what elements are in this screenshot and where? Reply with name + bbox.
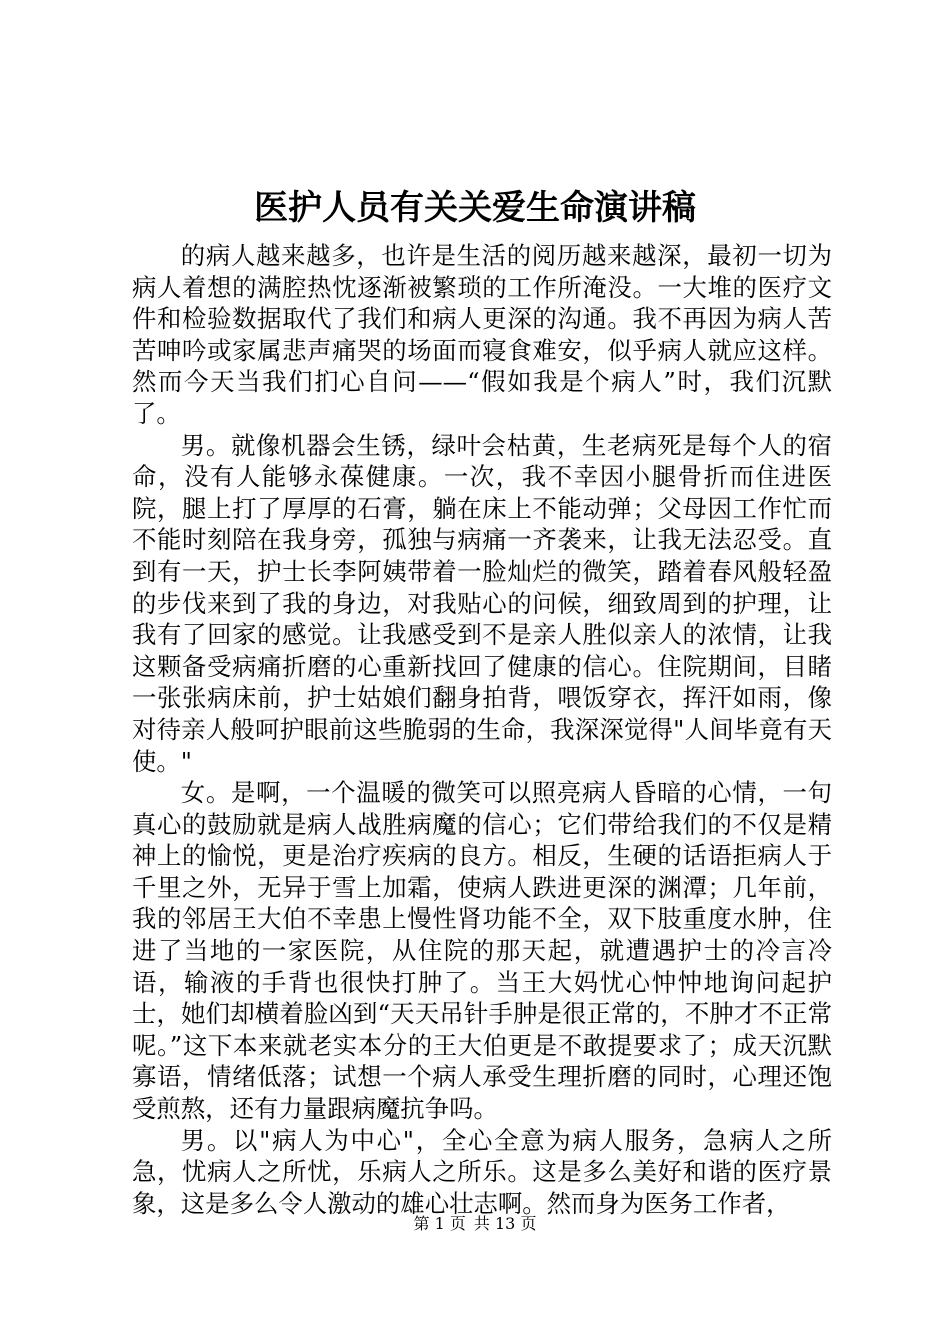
paragraph-4: 男。以"病人为中心"，全心全意为病人服务，急病人之所急，忧病人之所忧，乐病人之所乐。这是多么美好和谐的医疗景象，这是多么令人激动的雄心壮志啊。然而身为医务工作者， xyxy=(132,1125,832,1218)
page-footer xyxy=(0,1213,950,1235)
paragraph-2: 男。就像机器会生锈，绿叶会枯黄，生老病死是每个人的宿命，没有人能够永葆健康。一次，我不幸因小腿骨折而住进医院，腿上打了厚厚的石膏，躺在床上不能动弹；父母因工作忙而不能时刻陪在我身旁，孤独与病痛一齐袭来，让我无法忍受。直到有一天，护士长李阿姨带着一脸灿烂的微笑，踏着春风般轻盈的步伐来到了我的身边，对我贴心的问候，细致周到的护理，让我有了回家的感觉。让我感受到不是亲人胜似亲人的浓情，让我这颗备受病痛折磨的心重新找回了健康的信心。住院期间，目睹一张张病床前，护士姑娘们翻身拍背，喂饭穿衣，挥汗如雨，像对待亲人般呵护眼前这些脆弱的生命，我深深觉得"人间毕竟有天使。" xyxy=(132,430,832,776)
paragraph-1: 的病人越来越多，也许是生活的阅历越来越深，最初一切为病人着想的满腔热忱逐渐被繁琐的工作所淹没。一大堆的医疗文件和检验数据取代了我们和病人更深的沟通。我不再因为病人苦苦呻吟或家属悲声痛哭的场面而寝食难安，似乎病人就应这样。然而今天当我们扪心自问——“假如我是个病人”时，我们沉默了。 xyxy=(132,241,832,428)
document-title: 医护人员有关关爱生命演讲稿 xyxy=(254,188,696,228)
page-number: 第 1 页 xyxy=(413,1214,466,1233)
paragraph-3: 女。是啊，一个温暖的微笑可以照亮病人昏暗的心情，一句真心的鼓励就是病人战胜病魔的信心；它们带给我们的不仅是精神上的愉悦，更是治疗疾病的良方。相反，生硬的话语拒病人于千里之外，无异于雪上加霜，使病人跌进更深的渊潭；几年前，我的邻居王大伯不幸患上慢性肾功能不全，双下肢重度水肿，住进了当地的一家医院，从住院的那天起，就遭遇护士的冷言冷语，输液的手背也很快打肿了。当王大妈忧心忡忡地询问起护士，她们却横着脸凶到“天天吊针手肿是很正常的，不肿才不正常呢。”这下本来就老实本分的王大伯更是不敢提要求了；成天沉默寡语，情绪低落；试想一个病人承受生理折磨的同时，心理还饱受煎熬，还有力量跟病魔抗争吗。 xyxy=(132,778,832,1124)
page-total: 共 13 页 xyxy=(473,1214,537,1233)
document-body xyxy=(132,240,832,1219)
